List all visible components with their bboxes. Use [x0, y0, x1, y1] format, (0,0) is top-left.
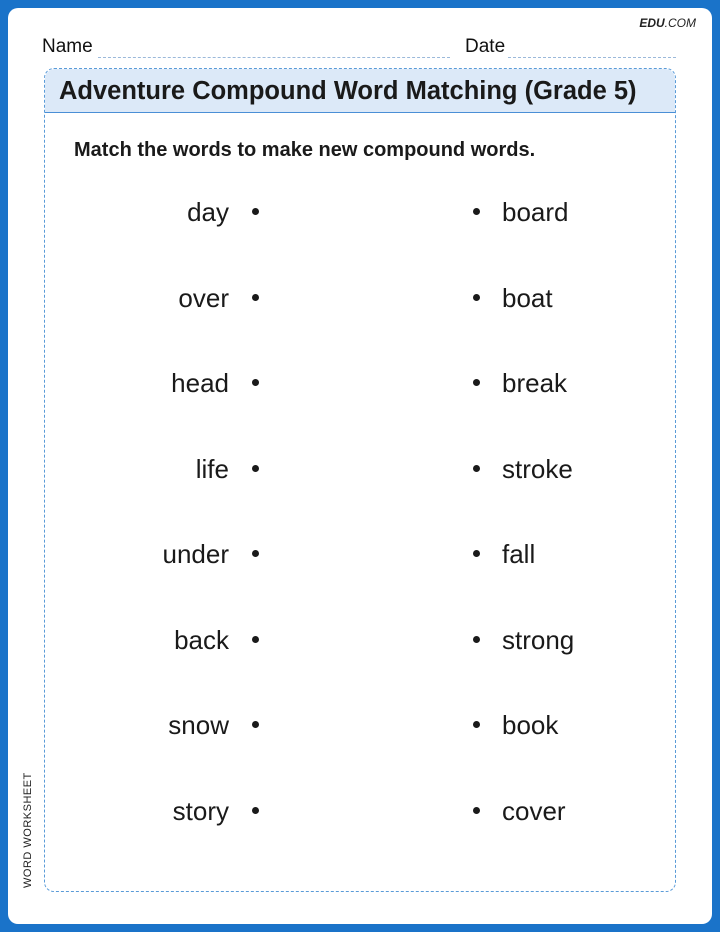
left-word: head: [171, 368, 229, 398]
match-row: [45, 450, 675, 490]
left-match-dot[interactable]: [252, 208, 259, 215]
left-word: story: [172, 795, 229, 826]
right-word: strong: [502, 624, 575, 655]
left-word: over: [178, 282, 229, 313]
worksheet-card: [44, 68, 676, 892]
match-row: [45, 193, 675, 233]
left-word: day: [187, 197, 229, 227]
title-bar: [45, 69, 675, 113]
left-word: snow: [168, 710, 229, 740]
right-word: break: [502, 368, 568, 398]
right-word: cover: [502, 795, 566, 826]
match-row: [45, 706, 675, 746]
right-word: boat: [502, 282, 553, 313]
match-row: [45, 535, 675, 575]
left-match-dot[interactable]: [252, 379, 259, 386]
match-row: [45, 792, 675, 832]
left-match-dot[interactable]: [252, 465, 259, 472]
right-match-dot[interactable]: [473, 636, 480, 643]
right-word: book: [502, 710, 559, 740]
left-match-dot[interactable]: [252, 294, 259, 301]
left-word: under: [162, 539, 229, 569]
instructions: Match the words to make new compound words.: [74, 139, 536, 161]
right-match-dot[interactable]: [473, 294, 480, 301]
side-label: WORD WORKSHEET: [22, 772, 34, 888]
date-line[interactable]: [508, 56, 676, 58]
right-match-dot[interactable]: [473, 721, 480, 728]
right-match-dot[interactable]: [473, 379, 480, 386]
left-word: back: [174, 624, 229, 655]
date-label: Date: [465, 36, 506, 57]
right-match-dot[interactable]: [473, 465, 480, 472]
worksheet-title: Adventure Compound Word Matching (Grade 5): [59, 77, 637, 105]
left-match-dot[interactable]: [252, 807, 259, 814]
right-word: board: [502, 197, 569, 227]
right-word: stroke: [502, 453, 573, 484]
right-match-dot[interactable]: [473, 807, 480, 814]
right-match-dot[interactable]: [473, 208, 480, 215]
match-row: [45, 621, 675, 661]
right-word: fall: [502, 539, 536, 569]
match-row: [45, 364, 675, 404]
brand-logo: EDU.COM: [639, 16, 696, 30]
worksheet-page: [8, 8, 712, 924]
right-match-dot[interactable]: [473, 550, 480, 557]
name-line[interactable]: [98, 56, 450, 58]
left-word: life: [195, 453, 229, 484]
match-row: [45, 279, 675, 319]
name-label: Name: [42, 36, 93, 57]
left-match-dot[interactable]: [252, 636, 259, 643]
left-match-dot[interactable]: [252, 550, 259, 557]
name-date-row: [42, 32, 676, 58]
left-match-dot[interactable]: [252, 721, 259, 728]
